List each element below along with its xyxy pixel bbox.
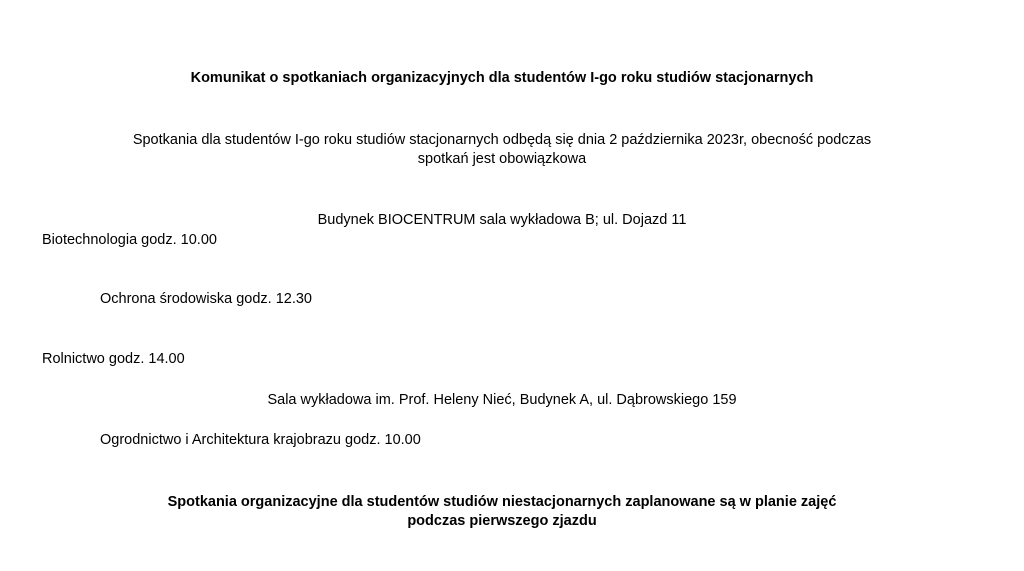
schedule-item-ogrodnictwo: Ogrodnictwo i Architektura krajobrazu godz. 10.00 xyxy=(100,432,421,448)
schedule-item-biotechnologia: Biotechnologia godz. 10.00 xyxy=(42,232,217,248)
location-biocentrum: Budynek BIOCENTRUM sala wykładowa B; ul. Dojazd 11 xyxy=(317,212,687,228)
location-budynek-a: Sala wykładowa im. Prof. Heleny Nieć, Budynek A, ul. Dąbrowskiego 159 xyxy=(267,392,737,408)
schedule-item-rolnictwo: Rolnictwo godz. 14.00 xyxy=(42,351,185,367)
footer-line-2: podczas pierwszego zjazdu xyxy=(407,513,597,529)
intro-line-2: spotkań jest obowiązkowa xyxy=(417,151,587,167)
intro-line-1: Spotkania dla studentów I-go roku studiów stacjonarnych odbędą się dnia 2 października 2023r, obecność podczas xyxy=(132,132,872,148)
document-title: Komunikat o spotkaniach organizacyjnych dla studentów I-go roku studiów stacjonarnych xyxy=(190,70,814,86)
footer-line-1: Spotkania organizacyjne dla studentów studiów niestacjonarnych zaplanowane są w planie zajęć xyxy=(167,494,837,510)
schedule-item-ochrona-srodowiska: Ochrona środowiska godz. 12.30 xyxy=(100,291,312,307)
